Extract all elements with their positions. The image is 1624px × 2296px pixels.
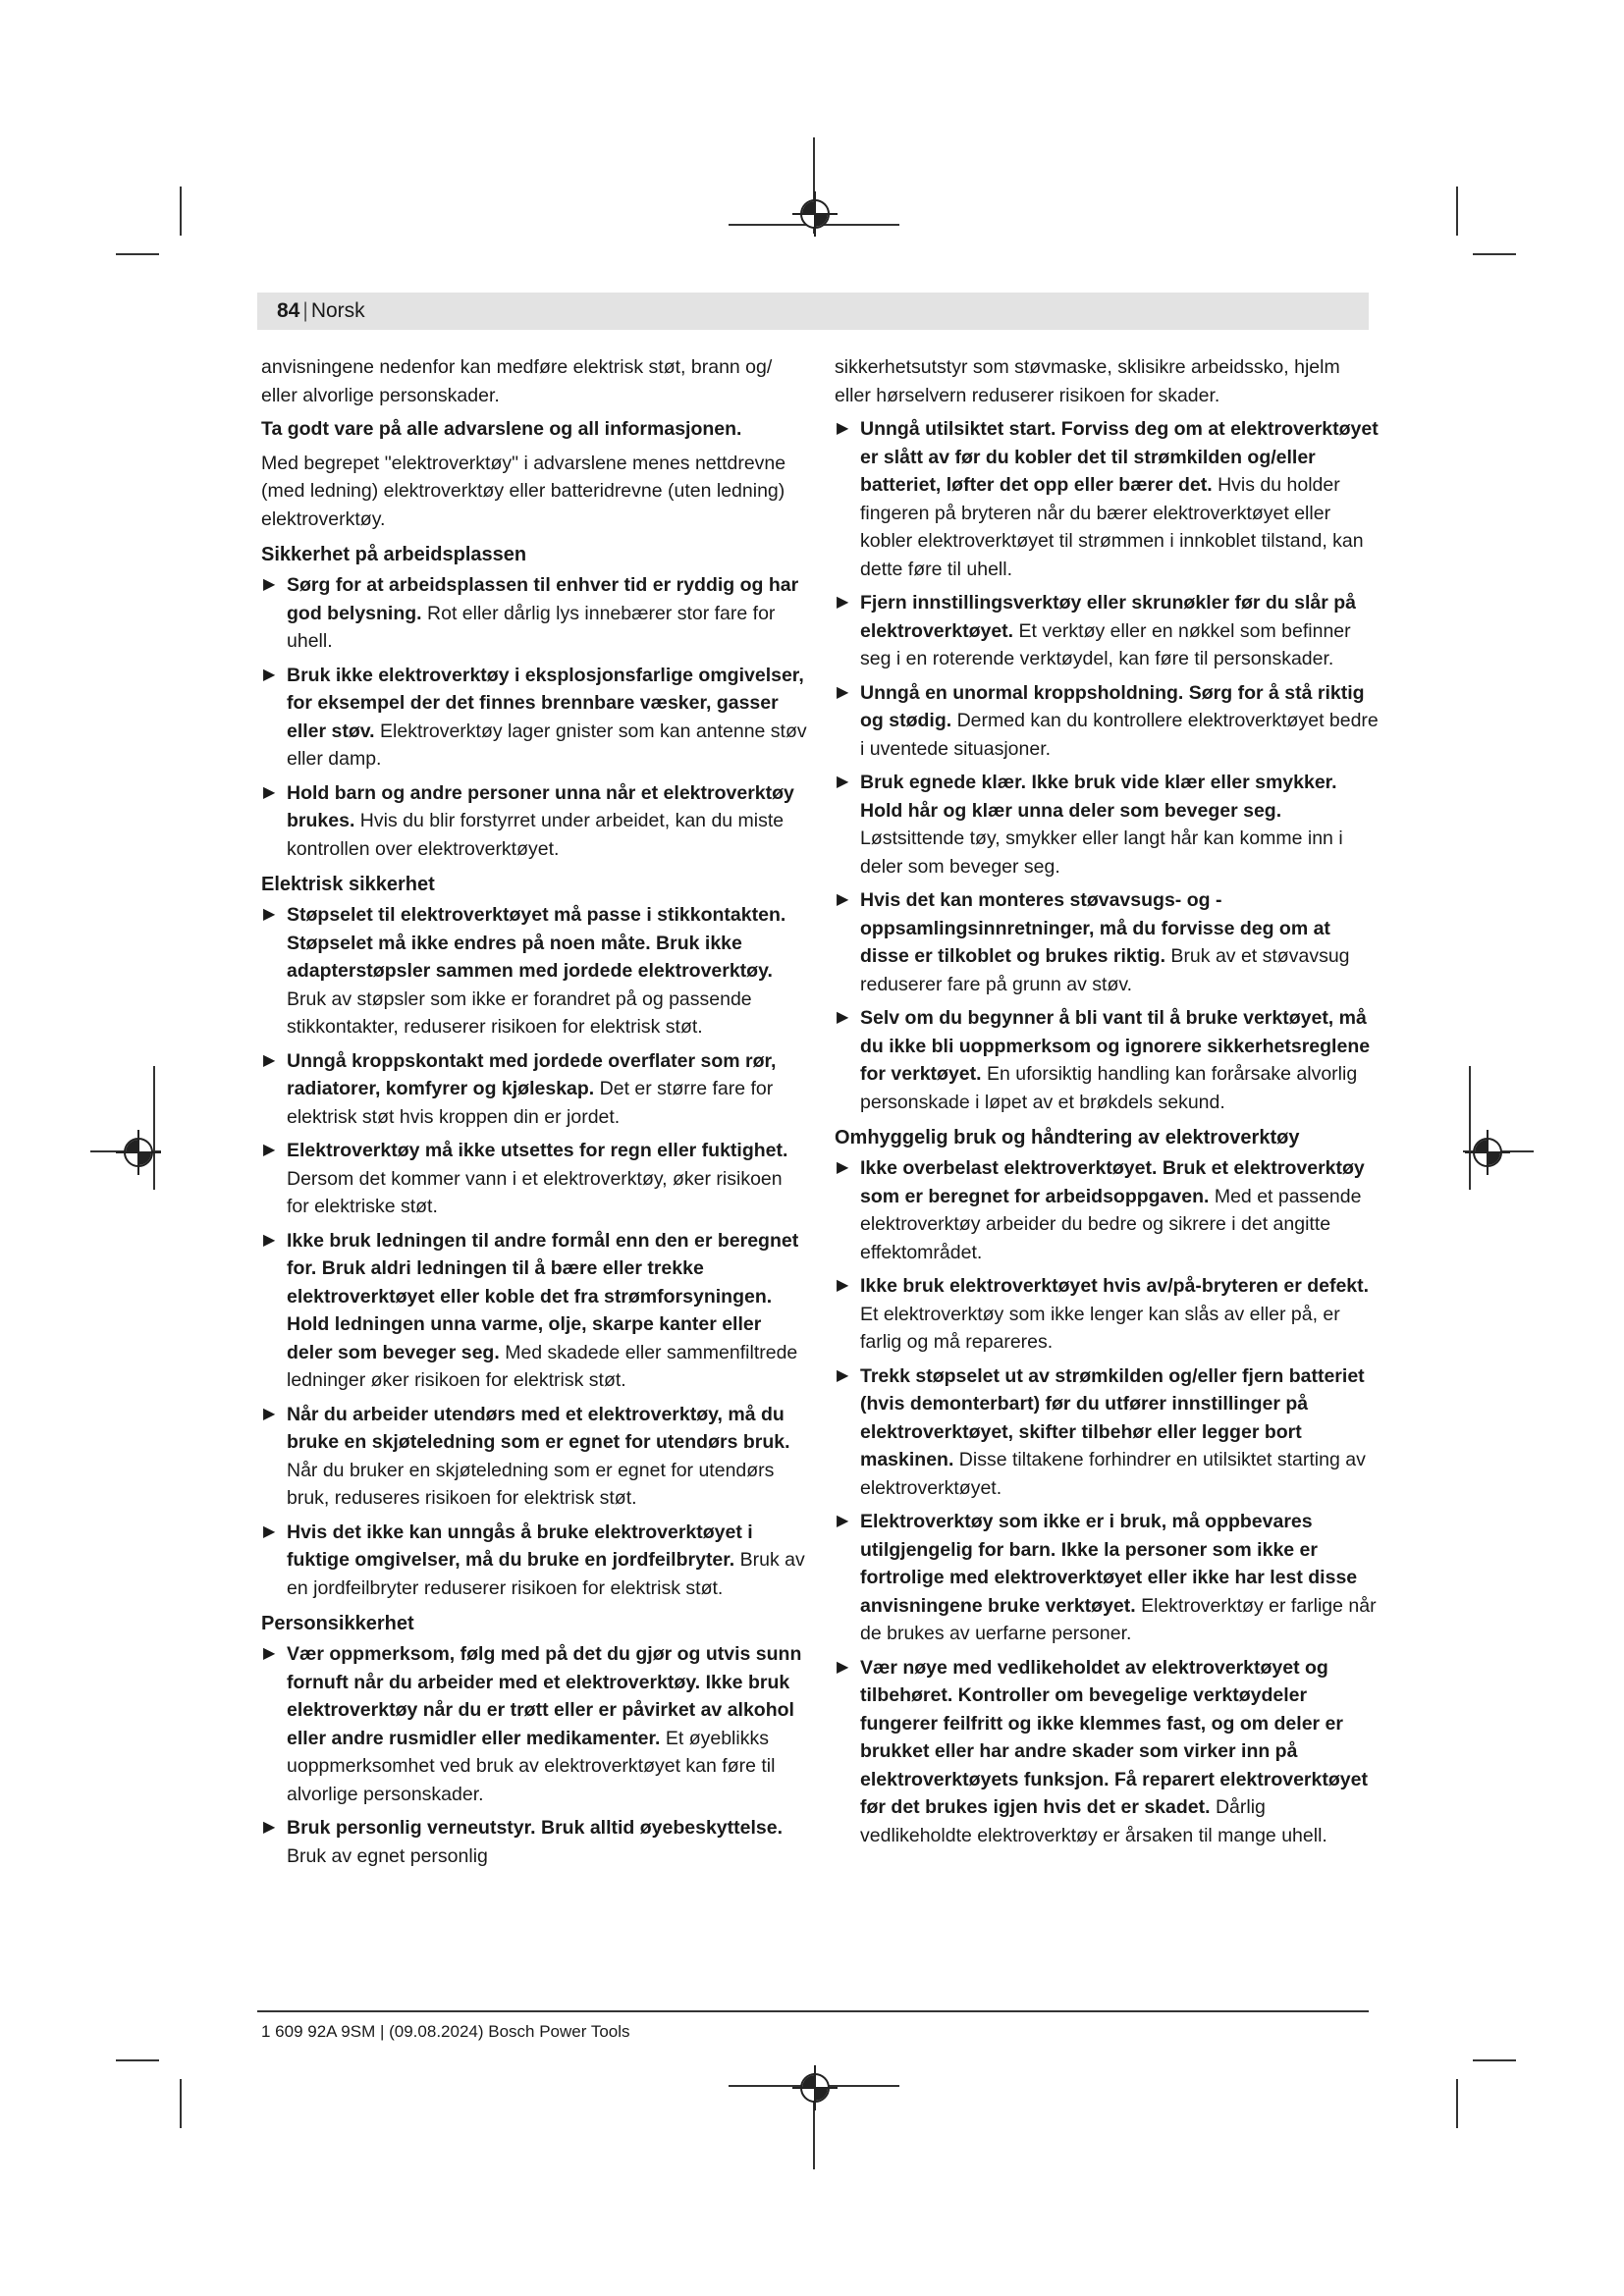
bullet-arrow-icon: ▶ xyxy=(263,666,276,683)
definition-text: Med begrepet "elektroverktøy" i advarslene menes nettdrevne (med ledning) elektroverktøy eller batteridrevne (uten ledning) elektroverktøy. xyxy=(261,452,786,530)
crop-mark xyxy=(116,253,159,255)
list-item xyxy=(835,679,1380,764)
item-body-text: Hvis du holder fingeren på bryteren når du bærer elektroverktøyet eller kobler elektroverktøyet til strømmen i innkoblet tilstand, kan dette føre til uhell. xyxy=(860,474,1364,580)
bullet-arrow-icon: ▶ xyxy=(263,906,276,923)
list-item xyxy=(261,901,807,1041)
page-header xyxy=(257,293,1369,330)
bullet-arrow-icon: ▶ xyxy=(837,1159,849,1176)
item-lead-text: Vær nøye med vedlikeholdet av elektroverktøyet og tilbehøret. Kontroller om bevegelige verktøydeler fungerer feilfritt og ikke klemmes fast, og om deler er brukket eller har andre skader som virker inn på elektroverktøyets funksjon. Få reparert elektroverktøyet før det brukes igjen hvis det er skadet. xyxy=(860,1656,1368,1818)
item-body-text: Med et passende elektroverktøy arbeider du bedre og sikrere i det angitte effektområdet. xyxy=(860,1185,1362,1263)
item-lead-text: Unngå utilsiktet start. Forviss deg om at elektroverktøyet er slått av før du kobler det til strømkilden og/eller batteriet, løfter det opp eller bærer det. xyxy=(860,418,1379,496)
item-body-text: Et øyeblikks uoppmerksomhet ved bruk av elektroverktøyet kan føre til alvorlige personskader. xyxy=(287,1727,776,1805)
list-item xyxy=(835,415,1380,583)
item-body-text: Dersom det kommer vann i et elektroverktøy, øker risikoen for elektriske støt. xyxy=(287,1167,783,1217)
left-sections xyxy=(261,541,807,1870)
item-lead-text: Sørg for at arbeidsplassen til enhver tid er ryddig og har god belysning. xyxy=(287,574,799,624)
item-lead-text: Støpselet til elektroverktøyet må passe i stikkontakten. Støpselet må ikke endres på noen måte. Bruk ikke adapterstøpsler sammen med jordede elektroverktøy. xyxy=(287,904,786,982)
section-title: Personsikkerhet xyxy=(261,1613,414,1634)
bullet-arrow-icon: ▶ xyxy=(263,1819,276,1836)
list-item xyxy=(835,1654,1380,1850)
item-lead-text: Elektroverktøy må ikke utsettes for regn eller fuktighet. xyxy=(287,1140,788,1161)
item-lead-text: Hold barn og andre personer unna når et elektroverktøy brukes. xyxy=(287,781,794,831)
item-lead-text: Selv om du begynner å bli vant til å bruke verktøyet, må du ikke bli uoppmerksom og ignorere sikkerhetsreglene for verktøyet. xyxy=(860,1007,1371,1085)
registration-line xyxy=(153,1066,155,1190)
list-item xyxy=(835,1272,1380,1357)
footer-divider xyxy=(257,2010,1369,2012)
list-item xyxy=(261,1227,807,1395)
list-item xyxy=(261,1519,807,1603)
registration-mark-icon xyxy=(800,199,830,229)
item-lead-text: Unngå kroppskontakt med jordede overflater som rør, radiatorer, komfyrer og kjøleskap. xyxy=(287,1049,777,1099)
item-body-text: Elektroverktøy lager gnister som kan antenne støv eller damp. xyxy=(287,720,807,770)
crop-mark xyxy=(1473,2059,1516,2061)
item-lead-text: Bruk egnede klær. Ikke bruk vide klær eller smykker. Hold hår og klær unna deler som beveger seg. xyxy=(860,772,1337,822)
section-title: Sikkerhet på arbeidsplassen xyxy=(261,544,527,565)
item-body-text: Disse tiltakene forhindrer en utilsiktet starting av elektroverktøyet. xyxy=(860,1449,1366,1499)
bullet-arrow-icon: ▶ xyxy=(263,783,276,801)
list-item xyxy=(261,1137,807,1221)
bullet-arrow-icon: ▶ xyxy=(263,1051,276,1069)
item-lead-text: Bruk personlig verneutstyr. Bruk alltid øyebeskyttelse. xyxy=(287,1817,784,1839)
list-item xyxy=(261,1640,807,1808)
attention-heading: Ta godt vare på alle advarslene og all informasjonen. xyxy=(261,418,742,440)
bullet-arrow-icon: ▶ xyxy=(837,774,849,790)
crop-mark xyxy=(116,2059,159,2061)
item-body-text: Dårlig vedlikeholdte elektroverktøy er årsaken til mange uhell. xyxy=(860,1796,1327,1846)
item-lead-text: Bruk ikke elektroverktøy i eksplosjonsfarlige omgivelser, for eksempel der det finnes brennbare væsker, gasser eller støv. xyxy=(287,664,804,742)
bullet-arrow-icon: ▶ xyxy=(263,1405,276,1422)
section-title: Omhyggelig bruk og håndtering av elektroverktøy xyxy=(835,1127,1300,1148)
bullet-arrow-icon: ▶ xyxy=(837,683,849,701)
item-body-text: Et verktøy eller en nøkkel som befinner seg i en roterende verktøydel, kan føre til personskader. xyxy=(860,619,1351,669)
item-lead-text: Hvis det kan monteres støvavsugs- og -oppsamlingsinnretninger, må du forvisse deg om at disse er tilkoblet og brukes riktig. xyxy=(860,889,1330,967)
crop-mark xyxy=(180,187,182,236)
item-lead-text: Vær oppmerksom, følg med på det du gjør og utvis sunn fornuft når du arbeider med et elektroverktøy. Ikke bruk elektroverktøy når du er trøtt eller er påvirket av alkohol eller andre rusmidler eller medikamenter. xyxy=(287,1643,802,1749)
right-column xyxy=(835,353,1380,1855)
section-title: Elektrisk sikkerhet xyxy=(261,874,435,895)
list-item xyxy=(261,779,807,864)
header-text xyxy=(277,300,365,322)
left-column xyxy=(261,353,807,1876)
list-item xyxy=(261,1814,807,1870)
list-item xyxy=(835,589,1380,673)
bullet-arrow-icon: ▶ xyxy=(263,1522,276,1540)
list-item xyxy=(835,886,1380,998)
item-lead-text: Ikke overbelast elektroverktøyet. Bruk et elektroverktøy som er beregnet for arbeidsoppgaven. xyxy=(860,1157,1365,1207)
right-items-a xyxy=(835,415,1380,1116)
item-lead-text: Fjern innstillingsverktøy eller skrunøkler før du slår på elektroverktøyet. xyxy=(860,592,1356,642)
page-number: 84 xyxy=(277,299,300,322)
item-body-text: Elektroverktøy er farlige når de brukes av uerfarne personer. xyxy=(860,1594,1377,1644)
bullet-arrow-icon: ▶ xyxy=(837,1513,849,1529)
item-body-text: Bruk av støpsler som ikke er forandret på og passende stikkontakter, reduserer risikoen for elektrisk støt. xyxy=(287,988,752,1038)
registration-mark-icon xyxy=(1473,1138,1502,1167)
registration-mark-icon xyxy=(124,1138,153,1167)
bullet-arrow-icon: ▶ xyxy=(263,1645,276,1662)
bullet-arrow-icon: ▶ xyxy=(837,1658,849,1676)
bullet-arrow-icon: ▶ xyxy=(837,594,849,611)
item-body-text: Bruk av egnet personlig xyxy=(287,1844,488,1867)
item-lead-text: Ikke bruk elektroverktøyet hvis av/på-bryteren er defekt. xyxy=(860,1275,1370,1297)
bullet-arrow-icon: ▶ xyxy=(837,891,849,908)
list-item xyxy=(261,662,807,774)
header-separator: | xyxy=(302,299,308,322)
footer-doc-info: 1 609 92A 9SM | (09.08.2024) Bosch Power Tools xyxy=(261,2022,630,2041)
bullet-arrow-icon: ▶ xyxy=(263,1231,276,1249)
bullet-arrow-icon: ▶ xyxy=(837,1277,849,1294)
item-body-text: Hvis du blir forstyrret under arbeidet, kan du miste kontrollen over elektroverktøyet. xyxy=(287,810,785,860)
crop-mark xyxy=(1473,253,1516,255)
crop-mark xyxy=(180,2079,182,2128)
bullet-arrow-icon: ▶ xyxy=(837,1009,849,1026)
registration-mark-icon xyxy=(800,2073,830,2103)
crop-mark xyxy=(1456,187,1458,236)
item-body-text: Når du bruker en skjøteledning som er egnet for utendørs bruk, reduseres risikoen for elektrisk støt. xyxy=(287,1459,775,1509)
item-body-text: Løstsittende tøy, smykker eller langt hår kan komme inn i deler som beveger seg. xyxy=(860,828,1343,878)
list-item xyxy=(261,1401,807,1513)
item-lead-text: Unngå en unormal kroppsholdning. Sørg for å stå riktig og stødig. xyxy=(860,681,1365,731)
bullet-arrow-icon: ▶ xyxy=(837,420,849,437)
right-items-b xyxy=(835,1154,1380,1849)
bullet-arrow-icon: ▶ xyxy=(263,1142,276,1158)
item-lead-text: Trekk støpselet ut av strømkilden og/eller fjern batteriet (hvis demonterbart) før du utfører innstillinger på elektroverktøyet, skifter tilbehør eller legger bort maskinen. xyxy=(860,1364,1365,1470)
list-item xyxy=(835,1004,1380,1116)
continued-text: sikkerhetsutstyr som støvmaske, sklisikre arbeidssko, hjelm eller hørselvern reduserer risikoen for skader. xyxy=(835,356,1340,406)
item-body-text: Med skadede eller sammenfiltrede ledninger øker risikoen for elektrisk støt. xyxy=(287,1341,798,1391)
item-body-text: Rot eller dårlig lys innebærer stor fare for uhell. xyxy=(287,602,776,652)
list-item xyxy=(835,769,1380,881)
list-item xyxy=(835,1154,1380,1266)
item-lead-text: Når du arbeider utendørs med et elektroverktøy, må du bruke en skjøteledning som er egnet for utendørs bruk. xyxy=(287,1403,790,1453)
intro-text: anvisningene nedenfor kan medføre elektrisk støt, brann og/ eller alvorlige personskader. xyxy=(261,356,773,406)
registration-line xyxy=(1469,1066,1471,1190)
list-item xyxy=(261,571,807,656)
list-item xyxy=(261,1047,807,1132)
item-body-text: En uforsiktig handling kan forårsake alvorlig personskade i løpet av et brøkdels sekund. xyxy=(860,1063,1358,1113)
bullet-arrow-icon: ▶ xyxy=(263,576,276,593)
item-lead-text: Elektroverktøy som ikke er i bruk, må oppbevares utilgjengelig for barn. Ikke la personer som ikke er fortrolige med elektroverktøyet eller ikke har lest disse anvisningene bruke verktøyet. xyxy=(860,1511,1358,1617)
list-item xyxy=(835,1362,1380,1503)
bullet-arrow-icon: ▶ xyxy=(837,1366,849,1384)
header-language: Norsk xyxy=(310,299,365,322)
item-lead-text: Ikke bruk ledningen til andre formål enn den er beregnet for. Bruk aldri ledningen til å bære eller trekke elektroverktøyet eller koble det fra strømforsyningen. Hold ledningen unna varme, olje, skarpe kanter eller deler som beveger seg. xyxy=(287,1229,799,1363)
item-body-text: Det er større fare for elektrisk støt hvis kroppen din er jordet. xyxy=(287,1078,774,1128)
item-lead-text: Hvis det ikke kan unngås å bruke elektroverktøyet i fuktige omgivelser, må du bruke en jordfeilbryter. xyxy=(287,1521,753,1571)
crop-mark xyxy=(1456,2079,1458,2128)
item-body-text: Dermed kan du kontrollere elektroverktøyet bedre i uventede situasjoner. xyxy=(860,710,1379,760)
item-body-text: Bruk av et støvavsug reduserer fare på grunn av støv. xyxy=(860,945,1350,995)
item-body-text: Et elektroverktøy som ikke lenger kan slås av eller på, er farlig og må repareres. xyxy=(860,1303,1340,1353)
item-body-text: Bruk av en jordfeilbryter reduserer risikoen for elektrisk støt. xyxy=(287,1549,805,1599)
list-item xyxy=(835,1508,1380,1648)
